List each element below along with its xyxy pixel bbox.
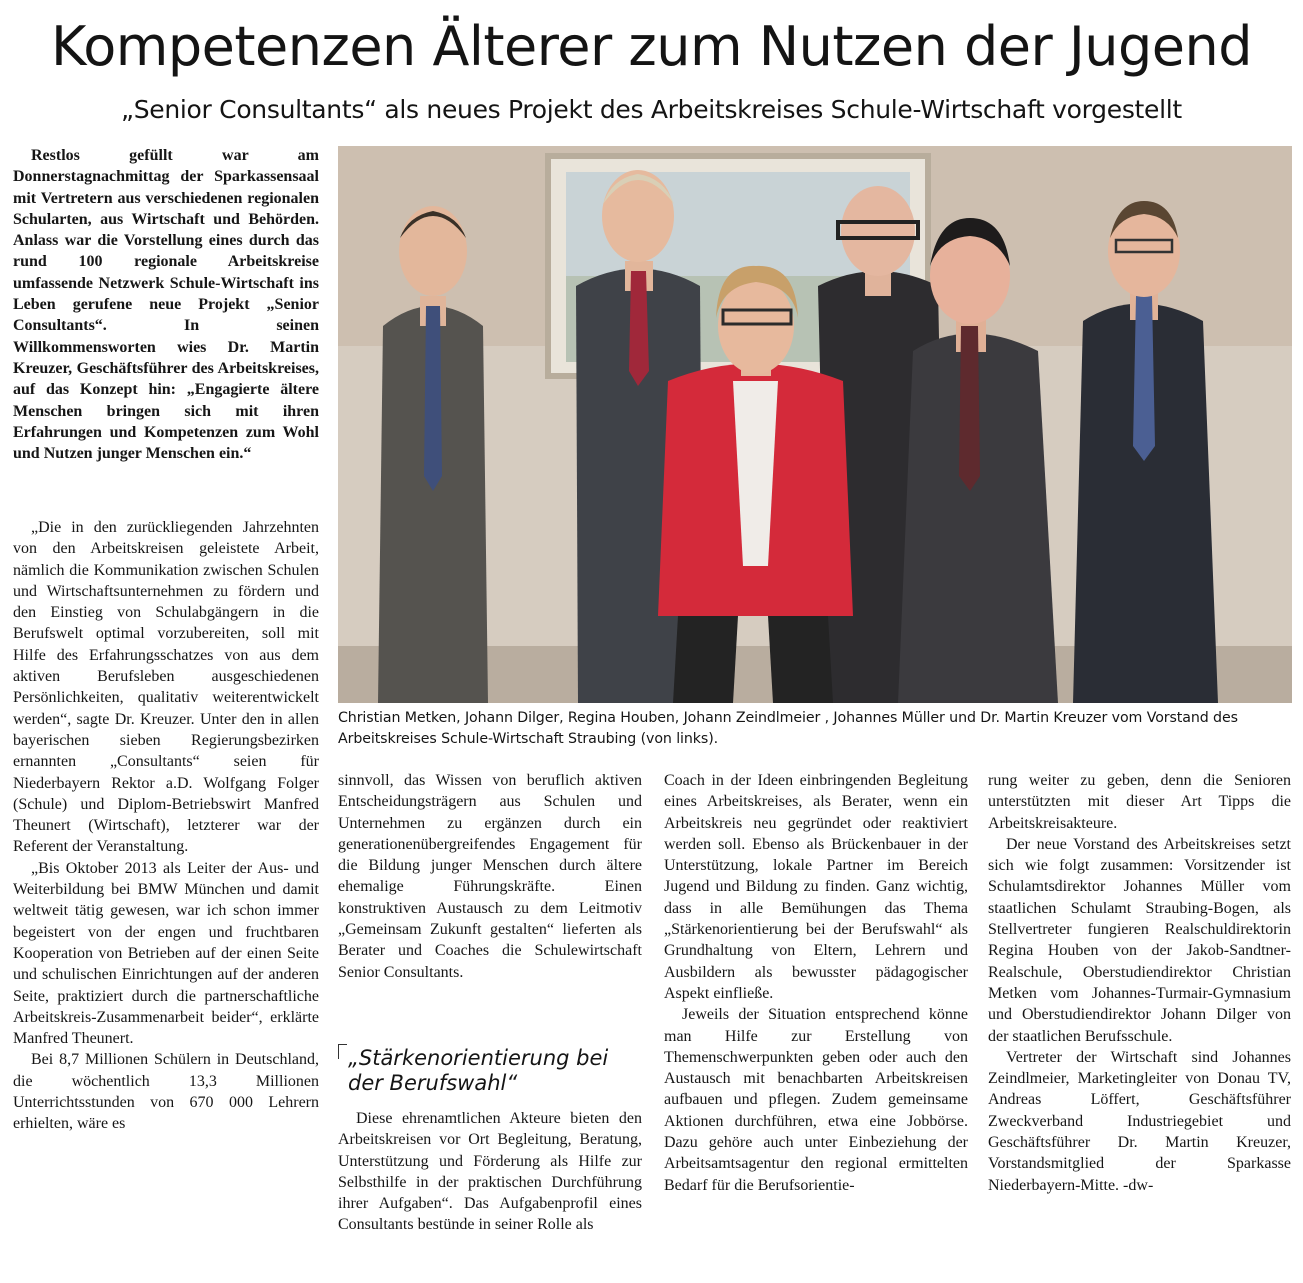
subheadline: „Senior Consultants“ als neues Projekt des Arbeitskreises Schule-Wirtschaft vorgestellt: [121, 95, 1182, 124]
col4-paragraph: Der neue Vorstand des Arbeitskreises setzt sich wie folgt zusammen: Vorsitzender ist Schulamtsdirektor Johannes Müller vom staatlichen Schulamt Straubing-Bogen, als Stellvertreter fungieren Realschuldirektorin Regina Houben von der Jakob-Sandtner-Realschule, Oberstudiendirektor Christian Metken vom Johannes-Turmair-Gymnasium und Oberstudiendirektor Johann Dilger von der staatlichen Berufsschule.: [988, 835, 1291, 1045]
subhead-text: „Stärkenorientierung bei der Berufswahl“: [348, 1046, 609, 1095]
column-4: [988, 770, 1291, 1196]
lead-text: Restlos gefüllt war am Donnerstagnachmittag der Sparkassensaal mit Vertretern aus verschiedenen regionalen Schularten, aus Wirtschaft und Behörden. Anlass war die Vorstellung eines durch das rund 100 regionale Arbeitskreise umfassende Netzwerk Schule-Wirtschaft ins Leben gerufene neue Projekt „Senior Consultants“. In seinen Willkommensworten wies Dr. Martin Kreuzer, Geschäftsführer des Arbeitskreises, auf das Konzept hin: „Engagierte ältere Menschen bringen sich mit ihren Erfahrungen und Kompetenzen zum Wohl und Nutzen junger Menschen ein.“: [13, 147, 319, 463]
headline: Kompetenzen Älterer zum Nutzen der Jugend: [51, 15, 1252, 78]
column-2: [338, 770, 642, 983]
photo-caption: Christian Metken, Johann Dilger, Regina Houben, Johann Zeindlmeier , Johannes Müller und Dr. Martin Kreuzer vom Vorstand des Arbeitskreises Schule-Wirtschaft Straubing (von links).: [338, 710, 1238, 747]
section-subhead: [338, 1040, 638, 1102]
subhead-bracket: [338, 1044, 347, 1059]
col3-paragraph: Jeweils der Situation entsprechend könne man Hilfe zur Erstellung von Themenschwerpunkten geben oder auch den Austausch mit benachbarten Arbeitskreisen aufbauen und pflegen. Zudem gemeinsame Aktionen durchführen, etwa eine Jobbörse. Dazu gehöre auch unter Einbeziehung der Arbeitsamtsagentur den regional ermittelten Bedarf für die Berufsorientie-: [664, 1006, 968, 1194]
col2b-paragraph: Diese ehrenamtlichen Akteure bieten den Arbeitskreisen vor Ort Begleitung, Beratung, Unterstützung und Förderung als Hilfe zur Selbsthilfe in der praktischen Durchführung ihrer Aufgaben“. Das Aufgabenprofil eines Consultants bestünde in seiner Rolle als: [338, 1110, 642, 1234]
col3-paragraph: Coach in der Ideen einbringenden Begleitung eines Arbeitskreises, als Berater, wenn ein Arbeitskreis neu gegründet oder reaktiviert werden soll. Ebenso als Brückenbauer in der Unterstützung, lokale Partner im Bereich Jugend und Bildung zu finden. Ganz wichtig, dass in alle Bemühungen das Thema „Stärkenorientierung bei der Berufswahl“ als Grundhaltung von Eltern, Lehrern und Ausbildern als bewusster pädagogischer Aspekt einfließe.: [664, 772, 968, 1002]
col2-paragraph: sinnvoll, das Wissen von beruflich aktiven Entscheidungsträgern aus Schulen und Unternehmen zu ergänzen durch ein generationenübergreifendes Engagement für die Bildung junger Menschen durch ältere ehemalige Führungskräfte. Einen konstruktiven Austausch zu dem Leitmotiv „Gemeinsam Zukunft gestalten“ lieferten als Berater und Coaches die Schulewirtschaft Senior Consultants.: [338, 772, 642, 981]
col1-paragraph: „Die in den zurückliegenden Jahrzehnten von den Arbeitskreisen geleistete Arbeit, nämlich die Kommunikation zwischen Schulen und Wirtschaftsunternehmen zu fördern und den Einstieg von Schulabgängern in die Berufswelt optimal vorzubereiten, soll mit Hilfe des Erfahrungsschatzes von aus dem aktiven Berufsleben ausgeschiedenen Persönlichkeiten, qualitativ weiterentwickelt werden“, sagte Dr. Kreuzer. Unter den in allen bayerischen sieben Regierungsbezirken ernannten „Consultants“ seien für Niederbayern Rektor a.D. Wolfgang Folger (Schule) und Diplom-Betriebswirt Manfred Theunert (Wirtschaft), letzterer war der Referent der Veranstaltung.: [13, 519, 319, 856]
col1-paragraph: Bei 8,7 Millionen Schülern in Deutschland, die wöchentlich 13,3 Millionen Unterrichtsstunden von 670 000 Lehrern erhielten, wäre es: [13, 1051, 319, 1133]
col4-paragraph: rung weiter zu geben, denn die Senioren unterstützten mit dieser Art Tipps die Arbeitskreisakteure.: [988, 772, 1291, 832]
col1-paragraph: „Bis Oktober 2013 als Leiter der Aus- und Weiterbildung bei BMW München und damit weltweit tätig gewesen, war ich schon immer begeistert von der engen und fruchtbaren Kooperation von Betrieben auf der einen Seite und schulischen Einrichtungen auf der anderen Seite, praktiziert durch die partnerschaftliche Arbeitskreis-Zusammenarbeit beider“, erklärte Manfred Theunert.: [13, 859, 319, 1048]
group-photo-illustration: [338, 146, 1292, 703]
column-3: [664, 770, 968, 1196]
column-1: [13, 517, 319, 1135]
col4-paragraph: Vertreter der Wirtschaft sind Johannes Zeindlmeier, Marketingleiter von Donau TV, Andreas Löffert, Geschäftsführer Zweckverband Industriegebiet und Geschäftsführer Dr. Martin Kreuzer, Vorstandsmitglied der Sparkasse Niederbayern-Mitte. -dw-: [988, 1048, 1291, 1194]
lead-paragraph: [13, 145, 319, 464]
column-2-continued: [338, 1108, 642, 1236]
group-photo: [338, 146, 1292, 703]
